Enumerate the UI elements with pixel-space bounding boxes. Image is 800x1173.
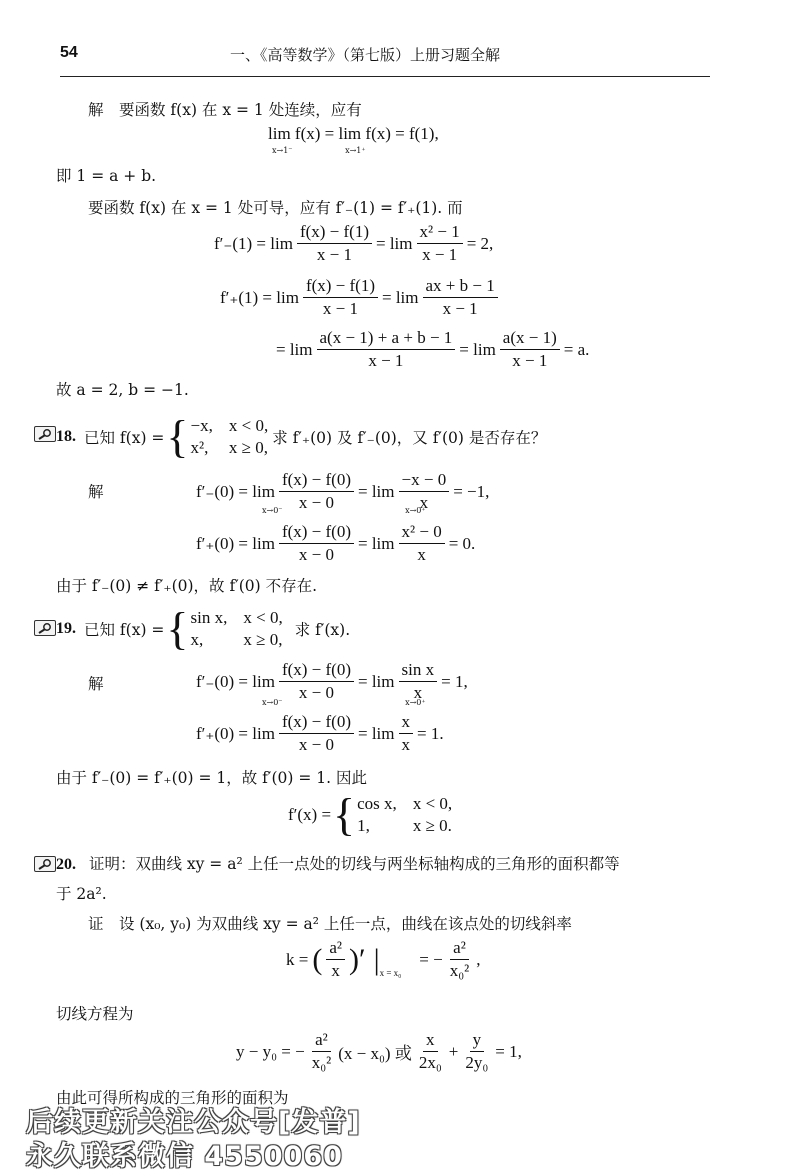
fraction <box>417 222 463 265</box>
numerator: a² <box>450 938 469 960</box>
numerator: x <box>423 1030 438 1052</box>
expr: f′₊(1) = lim <box>220 287 299 307</box>
case-cond: x < 0, <box>243 608 283 627</box>
fraction <box>297 222 372 265</box>
expr: = lim <box>358 533 395 553</box>
case-expr: −x, <box>190 416 213 435</box>
denominator: x₀² <box>311 1053 332 1072</box>
numerator: a² <box>312 1030 331 1052</box>
numerator: f(x) − f(1) <box>297 222 372 244</box>
numerator: a² <box>326 938 345 960</box>
denominator: x − 1 <box>422 245 458 264</box>
p18-question: 求 f′₊(0) 及 f′₋(0)，又 f′(0) 是否存在？ <box>272 429 547 447</box>
p19-left-derivative <box>196 660 468 703</box>
p20-proof-intro: 证 设 (x₀, y₀) 为双曲线 xy = a² 上任一点，曲线在该点处的切线斜率 <box>88 915 572 933</box>
left-brace: { <box>166 411 189 462</box>
p17-left-derivative <box>214 222 493 265</box>
expr: f′₊(0) = lim <box>196 723 275 743</box>
denominator: x − 0 <box>298 545 335 564</box>
denominator: x − 1 <box>442 299 478 318</box>
running-title: 一、《高等数学》（第七版）上册习题全解 <box>230 46 501 64</box>
expr: = 1. <box>417 723 444 743</box>
case-expr: x, <box>190 630 204 649</box>
denominator: x − 1 <box>368 351 404 370</box>
denominator: x₀² <box>449 961 470 980</box>
fraction <box>399 660 438 703</box>
denominator: x − 0 <box>298 493 335 512</box>
case-cond: x < 0, <box>412 794 453 813</box>
expr: = 2, <box>466 233 494 253</box>
case-cond: x < 0, <box>228 416 269 435</box>
p20-statement <box>56 852 620 874</box>
p18-limit-subscripts <box>262 506 426 515</box>
denominator: x − 0 <box>298 735 335 754</box>
p18-statement <box>56 411 547 462</box>
eval-subscript: x = x₀ <box>379 967 402 978</box>
left-brace: { <box>333 789 356 840</box>
expr: f′₊(0) = lim <box>196 533 275 553</box>
numerator: x <box>399 712 414 734</box>
result-lhs: f′(x) = <box>288 805 332 824</box>
p17-conclusion: 故 a = 2, b = −1. <box>56 381 189 399</box>
expr: = lim <box>358 723 395 743</box>
fraction <box>447 938 473 981</box>
expr: = lim <box>358 481 395 501</box>
cases <box>191 608 283 650</box>
fraction <box>399 712 414 755</box>
denominator: 2x₀ <box>418 1053 442 1072</box>
p20-statement-line1: 证明：双曲线 xy = a² 上任一点处的切线与两坐标轴构成的三角形的面积都等 <box>88 855 620 873</box>
fraction <box>326 938 345 981</box>
piecewise-function <box>164 603 283 654</box>
denominator: x <box>401 735 411 754</box>
denominator: x − 0 <box>298 683 335 702</box>
expr: f′₋(0) = lim <box>196 671 275 691</box>
numerator: sin x <box>399 660 438 682</box>
denominator: x − 1 <box>316 245 353 264</box>
expr: = lim <box>376 233 413 253</box>
denominator: 2y₀ <box>465 1053 489 1072</box>
running-header <box>60 44 710 77</box>
numerator: f(x) − f(0) <box>279 712 354 734</box>
p19-statement <box>56 603 351 654</box>
expr: = lim <box>358 671 395 691</box>
numerator: −x − 0 <box>399 470 450 492</box>
case-cond: x ≥ 0. <box>412 816 452 835</box>
p19-right-derivative <box>196 712 444 755</box>
p19-result <box>288 789 453 840</box>
p18-conclusion: 由于 f′₋(0) ≠ f′₊(0)，故 f′(0) 不存在. <box>56 577 318 595</box>
p19-question: 求 f′(x). <box>294 621 351 639</box>
denominator: x − 1 <box>322 299 359 318</box>
expr: f′₋(1) = lim <box>214 233 293 253</box>
fraction <box>279 660 354 703</box>
piecewise-function <box>164 411 269 462</box>
cases <box>191 416 269 458</box>
problem-number: 19. <box>56 620 76 637</box>
lim-sub-left: x→0⁻ <box>262 506 283 515</box>
fraction <box>303 276 378 319</box>
fraction <box>399 522 445 565</box>
denominator: x <box>419 493 429 512</box>
expr: = 0. <box>448 533 476 553</box>
p19-conclusion: 由于 f′₋(0) = f′₊(0) = 1，故 f′(0) = 1. 因此 <box>56 769 367 787</box>
p20-statement-line2: 于 2a². <box>56 885 107 903</box>
left-brace: { <box>166 603 189 654</box>
case-expr: 1, <box>357 816 370 835</box>
p17-condition-sum: 即 1 = a + b. <box>56 167 157 185</box>
fraction <box>423 276 498 319</box>
numerator: f(x) − f(0) <box>279 470 354 492</box>
expr: = −1, <box>453 481 490 501</box>
p18-right-derivative <box>196 522 475 565</box>
p17-continuity-equation <box>268 124 439 144</box>
solution-label: 解 <box>88 483 104 501</box>
p20-slope-equation: k = ( $\frac{\text{a²}}{x}$ )′ | x = x₀ = − $\frac{\text{a²}}{\text{x₀²}}$ , <box>286 938 481 980</box>
expr: = a. <box>563 339 590 359</box>
left-paren: ( <box>312 942 323 976</box>
expr: = 1, <box>441 671 468 691</box>
p19-intro: 已知 f(x) = <box>84 621 165 639</box>
p20-area-label: 由此可得所构成的三角形的面积为 <box>56 1089 289 1107</box>
numerator: f(x) − f(1) <box>303 276 378 298</box>
expr: = 1, <box>495 1041 522 1061</box>
expr: y − y₀ = − <box>236 1041 305 1061</box>
problem-number: 20. <box>56 856 76 873</box>
fraction <box>500 328 560 371</box>
p18-intro: 已知 f(x) = <box>84 429 165 447</box>
numerator: f(x) − f(0) <box>279 660 354 682</box>
case-expr: cos x, <box>357 794 397 813</box>
expr: (x − x₀) 或 <box>338 1044 412 1063</box>
numerator: a(x − 1) <box>500 328 560 350</box>
page-number: 54 <box>60 44 78 61</box>
p20-tangent-label: 切线方程为 <box>56 1005 134 1023</box>
magnifier-icon <box>34 856 56 872</box>
lim-sub-left: x→0⁻ <box>262 698 283 707</box>
fraction <box>279 522 354 565</box>
p20-tangent-equation: y − y₀ = − $\frac{\text{a²}}{\text{x₀²}}$ (x − x₀) 或 $\frac{x}{\text{2x₀}}$ + $\frac{y}{\text{2y₀}}$ = 1, <box>236 1030 522 1072</box>
lim-sub-left: x→1⁻ <box>272 146 293 155</box>
expr: = lim <box>382 287 419 307</box>
denominator: x <box>413 683 423 702</box>
problem-number: 18. <box>56 428 76 445</box>
watermark-line1: 后续更新关注公众号[发普] <box>26 1107 361 1138</box>
case-expr: x², <box>190 438 209 457</box>
numerator: ax + b − 1 <box>423 276 498 298</box>
numerator: x² − 1 <box>417 222 463 244</box>
denominator: x <box>331 961 340 980</box>
fraction <box>279 712 354 755</box>
numerator: a(x − 1) + a + b − 1 <box>317 328 456 350</box>
expr: = lim <box>459 339 496 359</box>
numerator: y <box>470 1030 485 1052</box>
numerator: f(x) − f(0) <box>279 522 354 544</box>
piecewise-function <box>331 789 453 840</box>
magnifier-icon <box>34 620 56 636</box>
p17-limit-subscripts <box>272 146 366 155</box>
watermark-line2: 永久联系微信 4550060 <box>26 1141 343 1172</box>
case-cond: x ≥ 0, <box>243 630 283 649</box>
numerator: x² − 0 <box>399 522 445 544</box>
magnifier-icon <box>34 426 56 442</box>
denominator: x <box>417 545 426 564</box>
p17-differentiable-intro: 要函数 f(x) 在 x = 1 处可导，应有 f′₋(1) = f′₊(1). 而 <box>88 199 463 217</box>
p17-solution-intro: 解 要函数 f(x) 在 x = 1 处连续，应有 <box>88 101 362 119</box>
cases <box>357 794 452 836</box>
denominator: x − 1 <box>512 351 548 370</box>
eval-bar: | <box>373 942 380 976</box>
fraction <box>317 328 456 371</box>
p17-right-derivative-cont <box>276 328 589 371</box>
p19-limit-subscripts <box>262 698 426 707</box>
case-cond: x ≥ 0, <box>228 438 268 457</box>
expr: k = <box>286 949 309 969</box>
fraction <box>416 1030 445 1073</box>
right-paren: )′ <box>349 942 366 976</box>
lim-sub-right: x→1⁺ <box>345 146 366 155</box>
lim-sub-right: x→0⁺ <box>405 506 426 515</box>
solution-label: 解 <box>88 675 104 693</box>
p17-right-derivative <box>220 276 502 319</box>
fraction <box>309 1030 335 1073</box>
fraction <box>462 1030 491 1073</box>
case-expr: sin x, <box>190 608 228 627</box>
p17-continuity-text: lim f(x) = lim f(x) = f(1), <box>268 124 439 143</box>
expr: = lim <box>276 339 313 359</box>
lim-sub-right: x→0⁺ <box>405 698 426 707</box>
expr: f′₋(0) = lim <box>196 481 275 501</box>
